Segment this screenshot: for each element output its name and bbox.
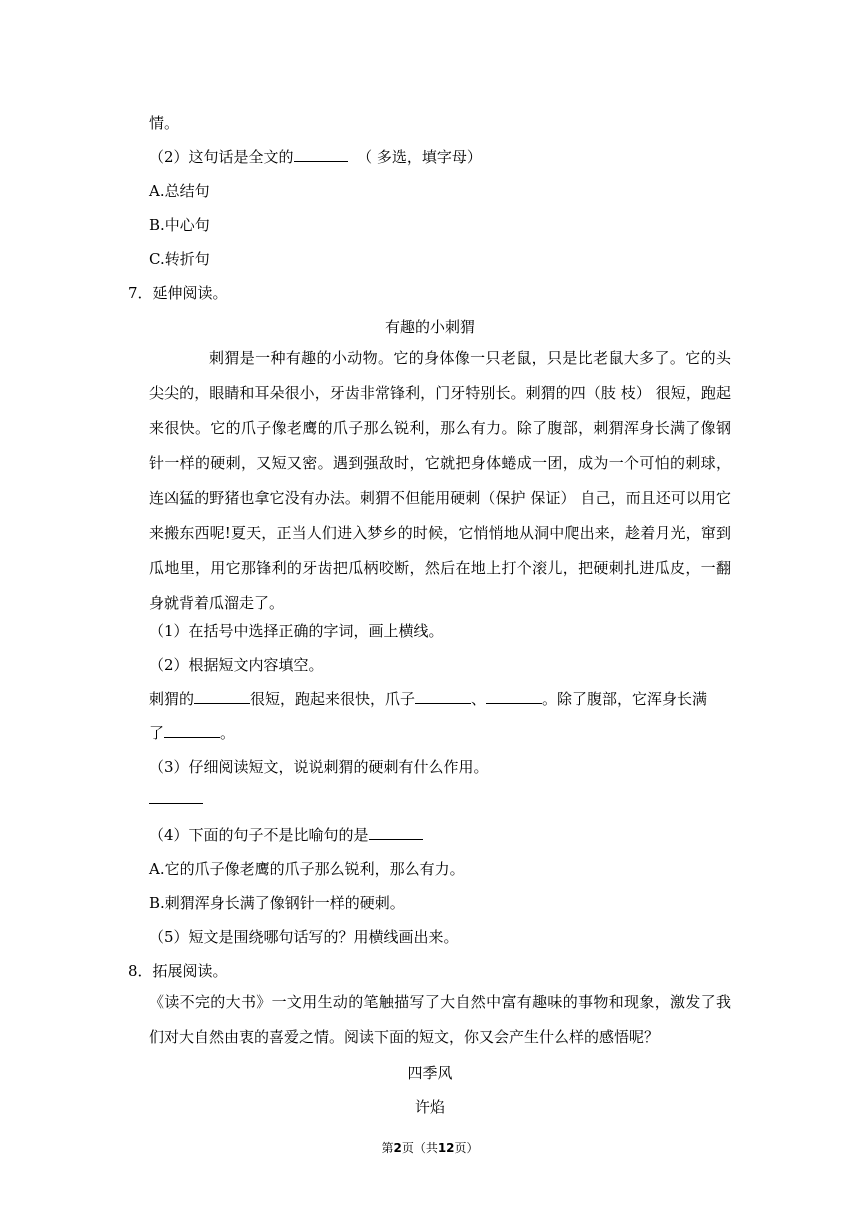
q8-heading: 8．拓展阅读。 [128,962,228,980]
q7-sub4 [149,825,423,845]
q6-sub2-hint: （ 多选，填字母） [357,148,482,166]
q6-option-c: C.转折句 [149,250,210,268]
q7-heading: 7．延伸阅读。 [128,284,228,302]
total-pages: 12 [437,1141,455,1155]
q6-continuation: 情。 [149,114,180,132]
q7-passage: 刺猬是一种有趣的小动物。它的身体像一只老鼠，只是比老鼠大多了。它的头尖尖的，眼睛和耳朵很小，牙齿非常锋利，门牙特别长。刺猬的四（肢 枝） 很短，跑起来很快。它的爪子像老鹰的爪子那么锐利，那么有力。除了腹部，刺猬浑身长满了像钢针一样的硬刺，又短又密。遇到强敌时，它就把身体蜷成一团，成为一个可怕的刺球，连凶猛的野猪也拿它没有办法。刺猬不但能用硬刺（保护 保证） 自己，而且还可以用它来搬东西呢!夏天，正当人们进入梦乡的时候，它悄悄地从洞中爬出来，趁着月光，窜到瓜地里，用它那锋利的牙齿把瓜柄咬断，然后在地上打个滚儿，把硬刺扎进瓜皮，一翻身就背着瓜溜走了。 [149,349,731,612]
q7-sub4-option-b: B.刺猬浑身长满了像钢针一样的硬刺。 [149,894,405,912]
fill-text: 、 [471,690,487,708]
q7-sub2: （2）根据短文内容填空。 [149,656,324,674]
q8-author: 许焰 [414,1098,445,1116]
fill-text: 了 [149,724,165,742]
answer-line [149,803,203,804]
answer-blank [369,825,423,840]
fill-text: 很短，跑起来很快，爪子 [250,690,416,708]
q8-passage-title: 四季风 [407,1064,453,1082]
footer-text: 页） [454,1141,479,1155]
q7-passage-title: 有趣的小刺猬 [384,318,475,336]
q7-sub4-option-a: A.它的爪子像老鹰的爪子那么锐利，那么有力。 [149,860,465,878]
q7-sub3: （3）仔细阅读短文，说说刺猬的硬刺有什么作用。 [149,758,489,776]
q7-sub1: （1）在括号中选择正确的字词，画上横线。 [149,622,444,640]
fill-text: 。 [220,724,236,742]
q8-intro: 《读不完的大书》一文用生动的笔触描写了大自然中富有趣味的事物和现象，激发了我们对大自然由衷的喜爱之情。阅读下面的短文，你又会产生什么样的感悟呢？ [149,993,731,1046]
q7-fill-line-2 [149,723,235,743]
q7-sub5: （5）短文是围绕哪句话写的？用横线画出来。 [149,928,459,946]
fill-text: 刺猬的 [149,690,195,708]
q6-sub2 [149,147,482,167]
footer-text: 页（共 [401,1141,438,1155]
answer-blank [486,689,542,704]
page-footer [0,1139,860,1157]
q6-sub2-text: （2）这句话是全文的 [149,148,294,166]
answer-blank [164,723,220,738]
answer-blank [194,689,250,704]
answer-blank [415,689,471,704]
footer-text: 第 [381,1141,394,1155]
page-number: 2 [393,1141,402,1155]
q7-fill-line [149,689,707,709]
fill-text: 。除了腹部，它浑身长满 [542,690,708,708]
q6-option-b: B.中心句 [149,216,210,234]
q6-option-a: A.总结句 [149,182,210,200]
q7-sub4-text: （4）下面的句子不是比喻句的是 [149,826,369,844]
answer-blank [294,147,348,162]
